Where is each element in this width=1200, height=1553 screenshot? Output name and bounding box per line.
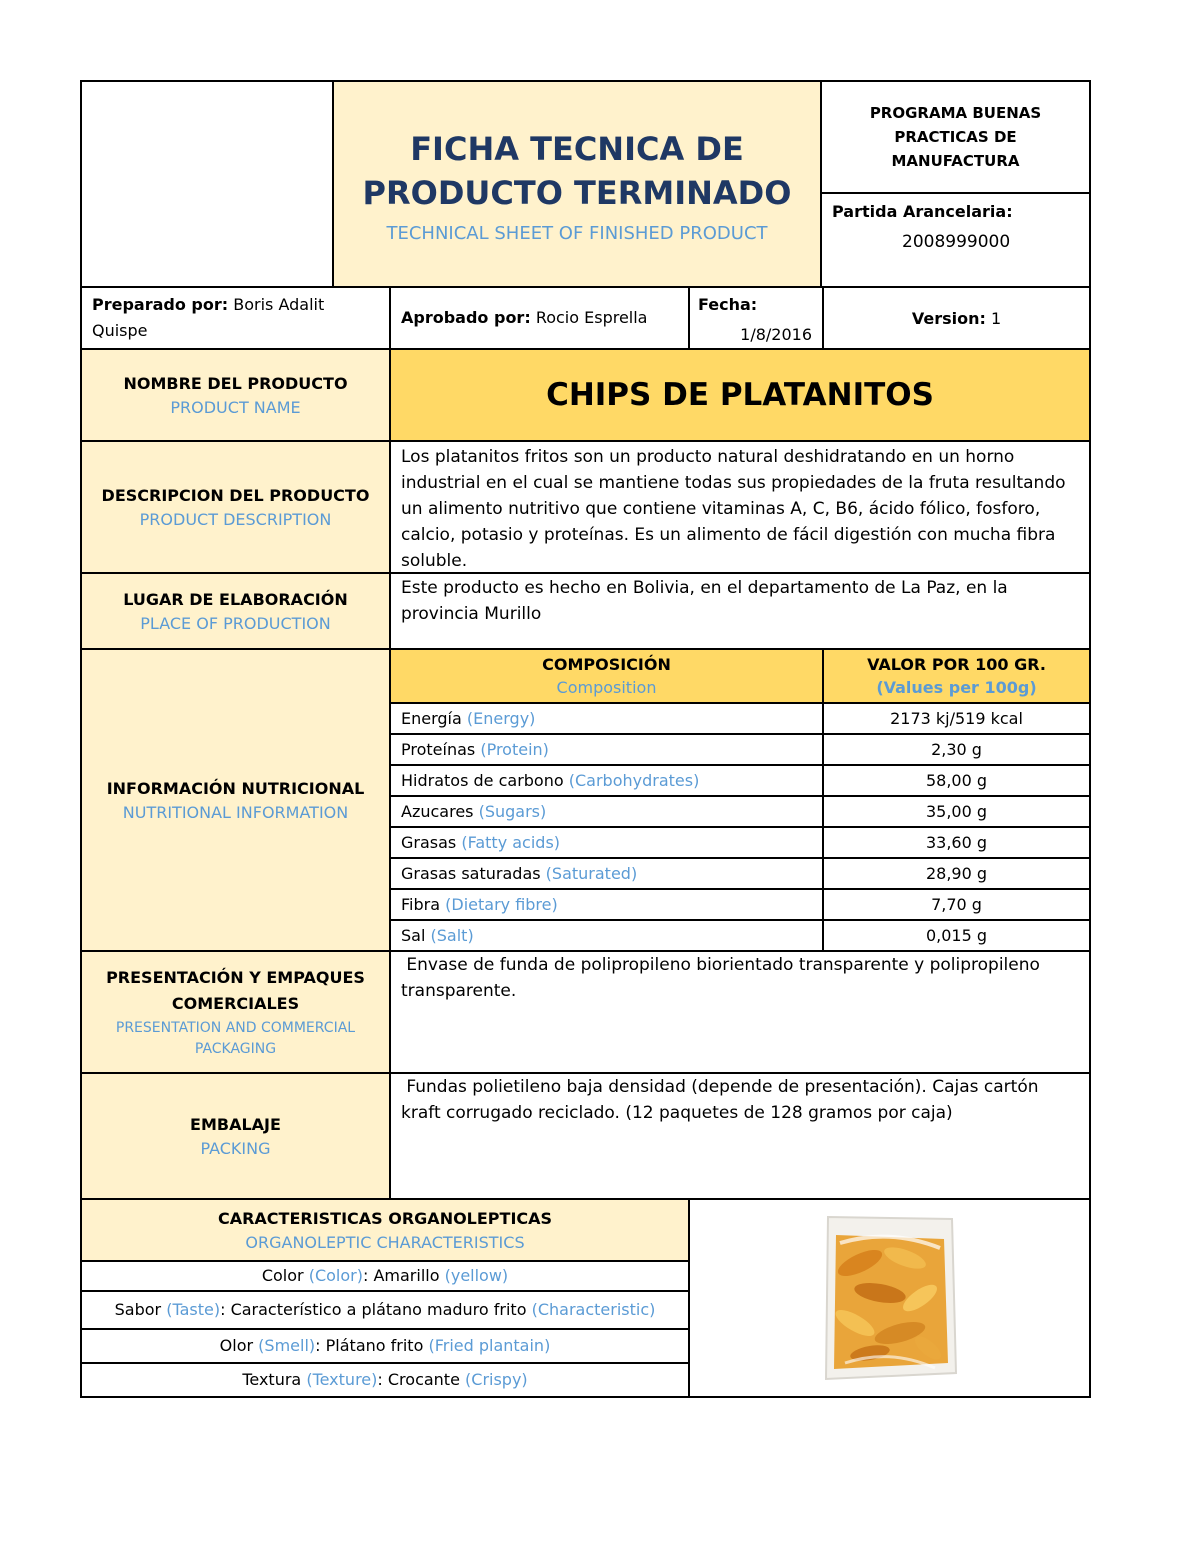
nutrition-col2-header [822,648,1089,702]
place-label: LUGAR DE ELABORACIÓN [123,590,348,609]
packing-line: kraft corrugado reciclado. (12 paquetes de 128 gramos por caja) [401,1103,953,1123]
nutrient-es: Azucares [401,801,474,821]
nutrition-row-label [389,919,822,950]
packing-label-en: PACKING [200,1139,271,1158]
presentation-line: Envase de funda de polipropileno biorientado transparente y polipropileno [401,955,1040,975]
nutrient-value: 58,00 g [925,770,988,790]
nutrient-value: 2173 kj/519 kcal [890,708,1023,728]
product-name-label-cell [82,348,389,440]
approved-cell [389,286,688,348]
organo-attr-es: Sabor [114,1300,162,1319]
program-line-3: MANUFACTURA [891,152,1020,170]
nutrient-en: (Carbohydrates) [568,770,700,790]
program-line-2: PRACTICAS DE [894,128,1017,146]
prepared-cell [82,286,389,348]
nutrition-col1-header [389,648,822,702]
title-subtitle: TECHNICAL SHEET OF FINISHED PRODUCT [386,223,768,244]
nutrient-es: Hidratos de carbono [401,770,564,790]
nutrient-en: (Energy) [466,708,536,728]
nutrient-value: 33,60 g [925,832,988,852]
place-line: Este producto es hecho en Bolivia, en el departamento de La Paz, en la [401,578,1008,598]
presentation-line: transparente. [401,981,517,1001]
place-label-en: PLACE OF PRODUCTION [140,614,331,633]
nutrient-value: 28,90 g [925,863,988,883]
organoleptic-row: Color (Color): Amarillo (yellow) [82,1260,688,1290]
nutrient-en-text: Sugars [484,801,541,821]
nutrient-en-text: Dietary fibre [451,894,552,914]
partida-value: 2008999000 [902,232,1011,252]
nutrient-en-text: Fatty acids [467,832,554,852]
description-line: industrial en el cual se mantiene todas sus propiedades de la fruta resultando [401,473,1066,493]
nutrition-row-value [822,888,1089,919]
nutrition-row-value [822,733,1089,764]
partida-label: Partida Arancelaria: [832,202,1013,221]
version-cell [822,286,1089,348]
organoleptic-row: Olor (Smell): Plátano frito (Fried plantain) [82,1328,688,1362]
nutrition-row-value [822,795,1089,826]
date-cell [688,286,822,348]
nutrient-en-text: Carbohydrates [574,770,694,790]
nutrition-col1-en: Composition [556,678,657,697]
product-name-label-en: PRODUCT NAME [170,398,301,417]
partida-box [822,194,1089,286]
organoleptic-row: Sabor (Taste): Característico a plátano maduro frito (Characteristic) [82,1290,688,1328]
description-text-cell [389,440,1089,572]
description-label-en: PRODUCT DESCRIPTION [139,510,332,529]
title-line-2: PRODUCTO TERMINADO [362,174,792,212]
description-line: Los platanitos fritos son un producto natural deshidratando en un horno [401,447,1015,467]
presentation-label-1: PRESENTACIÓN Y EMPAQUES [106,968,365,987]
approved-value: Rocio Esprella [535,308,648,327]
nutrition-row-label [389,702,822,733]
nutrition-row-label [389,857,822,888]
packing-label: EMBALAJE [190,1115,281,1134]
packing-label-cell [82,1072,389,1198]
version-label: Version: [911,308,986,328]
nutrient-es: Proteínas [401,739,476,759]
nutrition-row-value [822,919,1089,950]
product-bag-image [820,1213,960,1383]
nutrition-col2-en: (Values per 100g) [876,678,1037,697]
nutrient-es: Grasas saturadas [401,863,541,883]
packing-text-cell [389,1072,1089,1198]
nutrition-row-value [822,826,1089,857]
nutrient-es: Grasas [401,832,457,852]
nutrition-label: INFORMACIÓN NUTRICIONAL [106,779,365,798]
nutrition-row-label [389,733,822,764]
description-line: calcio, potasio y proteínas. Es un alimento de fácil digestión con mucha fibra [401,525,1056,545]
nutrition-label-cell [82,648,389,950]
organo-value-es: Característico a plátano maduro frito [230,1300,527,1319]
product-name-cell [389,348,1089,440]
presentation-label-2: COMERCIALES [171,994,300,1013]
place-text-cell [389,572,1089,648]
nutrient-en-text: Energy [473,708,530,728]
organo-attr-es: Olor [219,1336,254,1355]
organo-value-es: Crocante [387,1370,460,1389]
nutrition-col1: COMPOSICIÓN [542,655,671,674]
logo-area [82,82,332,286]
nutrient-en-text: Protein [486,739,543,759]
product-name-label: NOMBRE DEL PRODUCTO [123,374,348,393]
organo-value-en: Fried plantain [434,1336,545,1355]
organo-value-en: yellow [450,1266,502,1285]
nutrient-value: 35,00 g [925,801,988,821]
nutrition-row-value [822,702,1089,733]
nutrition-row-label [389,795,822,826]
nutrient-value: 7,70 g [931,894,982,914]
organoleptic-row: Textura (Texture): Crocante (Crispy) [82,1362,688,1396]
place-label-cell [82,572,389,648]
nutrient-en: (Sugars) [478,801,547,821]
organo-attr-en: Color [314,1266,357,1285]
nutrient-en-text: Salt [436,925,468,945]
nutrient-en: (Dietary fibre) [445,894,558,914]
product-photo-cell [688,1198,1089,1396]
nutrient-value: 2,30 g [931,739,982,759]
organo-attr-en: Taste [172,1300,214,1319]
date-label: Fecha: [698,295,758,314]
nutrient-es: Fibra [401,894,441,914]
presentation-label-en-2: PACKAGING [194,1041,277,1057]
nutrition-row-label [389,826,822,857]
description-line: un alimento nutritivo que contiene vitaminas A, C, B6, ácido fólico, fosforo, [401,499,1041,519]
prepared-value: Boris Adalit [233,295,325,314]
nutrient-en: (Protein) [480,739,549,759]
organo-value-es: Amarillo [373,1266,440,1285]
nutrition-row-value [822,857,1089,888]
title-line-1: FICHA TECNICA DE [410,130,744,168]
organo-value-es: Plátano frito [325,1336,424,1355]
date-value: 1/8/2016 [740,325,812,344]
presentation-label-cell [82,950,389,1072]
product-name: CHIPS DE PLATANITOS [546,377,934,413]
organo-attr-en: Smell [264,1336,309,1355]
organoleptic-label-en: ORGANOLEPTIC CHARACTERISTICS [245,1233,525,1252]
prepared-value-2: Quispe [92,321,148,340]
nutrition-label-en: NUTRITIONAL INFORMATION [122,803,349,822]
place-line: provincia Murillo [401,604,542,624]
nutrition-row-label [389,888,822,919]
nutrient-en: (Salt) [430,925,474,945]
organo-attr-es: Textura [242,1370,302,1389]
packing-line: Fundas polietileno baja densidad (depende de presentación). Cajas cartón [401,1077,1039,1097]
organo-value-en: Crispy [471,1370,522,1389]
version-value: 1 [990,308,1002,328]
approved-label: Aprobado por: [401,308,531,327]
nutrition-col2: VALOR POR 100 GR. [867,655,1046,674]
nutrient-value: 0,015 g [925,925,988,945]
nutrition-row-value [822,764,1089,795]
description-line: soluble. [401,551,468,571]
organo-value-en: Characteristic [537,1300,650,1319]
organo-attr-en: Texture [312,1370,372,1389]
nutrient-en: (Saturated) [545,863,638,883]
presentation-text-cell [389,950,1089,1072]
nutrition-row-label [389,764,822,795]
organo-attr-es: Color [261,1266,304,1285]
nutrient-en: (Fatty acids) [461,832,561,852]
prepared-label: Preparado por: [92,295,229,314]
description-label-cell [82,440,389,572]
title-block [332,82,822,286]
nutrient-en-text: Saturated [551,863,631,883]
description-label: DESCRIPCION DEL PRODUCTO [101,486,370,505]
program-box [822,82,1089,194]
organoleptic-label: CARACTERISTICAS ORGANOLEPTICAS [217,1209,553,1228]
nutrient-es: Sal [401,925,426,945]
program-line-1: PROGRAMA BUENAS [869,104,1042,122]
nutrient-es: Energía [401,708,462,728]
presentation-label-en-1: PRESENTATION AND COMMERCIAL [115,1020,356,1036]
organoleptic-header [82,1198,688,1260]
